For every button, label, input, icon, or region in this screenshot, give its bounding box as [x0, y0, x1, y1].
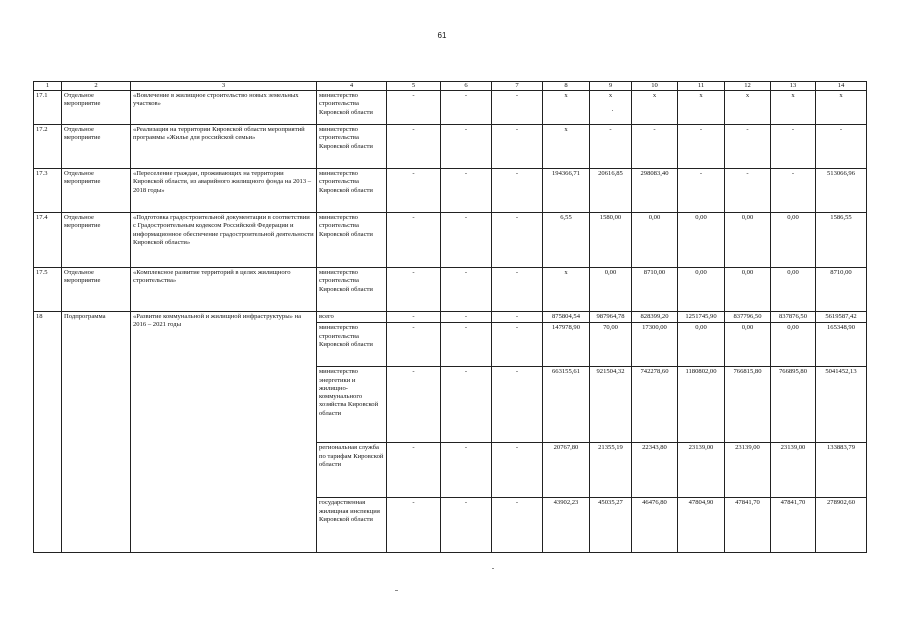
row-number: 18: [34, 312, 62, 553]
executor: государственная жилищная инспекция Кировской области: [317, 498, 387, 553]
value-cell: -: [387, 213, 441, 268]
column-header: 3: [131, 82, 317, 91]
value-cell: -: [441, 125, 492, 169]
measure-type: Отдельное мероприятие: [62, 125, 131, 169]
value-cell: -: [492, 312, 543, 323]
value-cell: -: [441, 323, 492, 367]
value-cell: 278902,60: [816, 498, 867, 553]
value-cell: 22343,80: [632, 443, 678, 498]
value-cell: -: [441, 498, 492, 553]
value-cell: -: [632, 125, 678, 169]
table-row: [34, 268, 867, 312]
column-header: 10: [632, 82, 678, 91]
executor: министерство строительства Кировской области: [317, 125, 387, 169]
value-cell: -: [387, 268, 441, 312]
executor: министерство строительства Кировской области: [317, 213, 387, 268]
value-cell: 513066,96: [816, 169, 867, 213]
table-row: [34, 91, 867, 125]
value-cell: 17300,00: [632, 323, 678, 367]
value-cell: -: [387, 443, 441, 498]
column-header: 9: [590, 82, 632, 91]
executor: министерство энергетики и жилищно-коммунального хозяйства Кировской области: [317, 367, 387, 443]
value-cell: -: [678, 169, 725, 213]
value-cell: -: [387, 91, 441, 125]
column-header: 5: [387, 82, 441, 91]
value-cell: 1180802,00: [678, 367, 725, 443]
value-cell: 0,00: [771, 213, 816, 268]
value-cell: -: [725, 169, 771, 213]
value-cell: 0,00: [771, 268, 816, 312]
measure-type: Отдельное мероприятие: [62, 91, 131, 125]
value-cell: -: [492, 268, 543, 312]
value-cell: 921504,32: [590, 367, 632, 443]
value-cell: 766815,80: [725, 367, 771, 443]
measure-name: «Переселение граждан, проживающих на территории Кировской области, из аварийного жилищного фонда на 2013 – 2018 годы»: [131, 169, 317, 213]
measure-name: «Реализация на территории Кировской области мероприятий программы «Жилье для российской семьи»: [131, 125, 317, 169]
executor: министерство строительства Кировской области: [317, 323, 387, 367]
value-cell: -: [441, 213, 492, 268]
value-cell: 47804,90: [678, 498, 725, 553]
table-row: [34, 125, 867, 169]
value-cell: 165348,90: [816, 323, 867, 367]
value-cell: 0,00: [725, 323, 771, 367]
row-number: 17.3: [34, 169, 62, 213]
value-cell: 43902,23: [543, 498, 590, 553]
measure-type: Отдельное мероприятие: [62, 268, 131, 312]
value-cell: -: [771, 125, 816, 169]
measure-type: Отдельное мероприятие: [62, 169, 131, 213]
value-cell: -: [678, 125, 725, 169]
executor: региональная служба по тарифам Кировской области: [317, 443, 387, 498]
value-cell: x: [543, 125, 590, 169]
value-cell: -: [725, 125, 771, 169]
value-cell: x: [816, 91, 867, 125]
measure-type: Подпрограмма: [62, 312, 131, 553]
value-cell: 298083,40: [632, 169, 678, 213]
value-cell: 6,55: [543, 213, 590, 268]
value-cell: -: [816, 125, 867, 169]
page-number: 61: [437, 31, 447, 40]
measure-name: «Подготовка градостроительной документации в соответствии с Градостроительным кодексом Российской Федерации и информационное обеспечение градостроительной деятельности Кировской области»: [131, 213, 317, 268]
column-header: 11: [678, 82, 725, 91]
measure-name: «Комплексное развитие территорий в целях жилищного строительства»: [131, 268, 317, 312]
value-cell: 5041452,13: [816, 367, 867, 443]
measure-type: Отдельное мероприятие: [62, 213, 131, 268]
value-cell: 70,00: [590, 323, 632, 367]
row-number: 17.5: [34, 268, 62, 312]
value-cell: 20767,80: [543, 443, 590, 498]
value-cell: -: [492, 213, 543, 268]
value-cell: 133883,79: [816, 443, 867, 498]
value-cell: -: [387, 312, 441, 323]
value-cell: -: [387, 323, 441, 367]
value-cell: -: [441, 443, 492, 498]
value-cell: 0,00: [590, 268, 632, 312]
value-cell: 20616,85: [590, 169, 632, 213]
table-row: [34, 213, 867, 268]
scan-speck: [612, 110, 613, 111]
value-cell: -: [441, 312, 492, 323]
value-cell: 1580,00: [590, 213, 632, 268]
value-cell: 663155,61: [543, 367, 590, 443]
value-cell: 1586,55: [816, 213, 867, 268]
value-cell: 828399,20: [632, 312, 678, 323]
column-header: 8: [543, 82, 590, 91]
table-row: [34, 169, 867, 213]
value-cell: x: [678, 91, 725, 125]
value-cell: -: [441, 169, 492, 213]
executor: министерство строительства Кировской области: [317, 91, 387, 125]
value-cell: 766895,80: [771, 367, 816, 443]
value-cell: -: [492, 498, 543, 553]
value-cell: x: [771, 91, 816, 125]
value-cell: 5619587,42: [816, 312, 867, 323]
value-cell: 987964,78: [590, 312, 632, 323]
value-cell: 0,00: [678, 213, 725, 268]
value-cell: -: [387, 367, 441, 443]
row-number: 17.1: [34, 91, 62, 125]
value-cell: 0,00: [771, 323, 816, 367]
scan-speck: [395, 590, 398, 591]
column-header: 6: [441, 82, 492, 91]
value-cell: -: [492, 367, 543, 443]
value-cell: -: [590, 125, 632, 169]
value-cell: 8710,00: [816, 268, 867, 312]
row-number: 17.2: [34, 125, 62, 169]
measure-name: «Вовлечение в жилищное строительство новых земельных участков»: [131, 91, 317, 125]
measure-name: «Развитие коммунальной и жилищной инфраструктуры» на 2016 – 2021 годы: [131, 312, 317, 553]
column-header: 13: [771, 82, 816, 91]
value-cell: 0,00: [678, 268, 725, 312]
value-cell: 875804,54: [543, 312, 590, 323]
column-header: 4: [317, 82, 387, 91]
value-cell: 194366,71: [543, 169, 590, 213]
value-cell: x: [543, 268, 590, 312]
value-cell: -: [492, 323, 543, 367]
subprogram-row: [34, 312, 867, 323]
value-cell: 742278,60: [632, 367, 678, 443]
value-cell: 0,00: [725, 213, 771, 268]
value-cell: 0,00: [678, 323, 725, 367]
scan-speck: [492, 568, 494, 569]
row-number: 17.4: [34, 213, 62, 268]
value-cell: x: [725, 91, 771, 125]
value-cell: x: [632, 91, 678, 125]
value-cell: 1251745,90: [678, 312, 725, 323]
executor: всего: [317, 312, 387, 323]
value-cell: 837876,50: [771, 312, 816, 323]
value-cell: 23139,00: [678, 443, 725, 498]
value-cell: -: [441, 91, 492, 125]
value-cell: -: [387, 169, 441, 213]
column-header: 7: [492, 82, 543, 91]
executor: министерство строительства Кировской области: [317, 268, 387, 312]
value-cell: 46476,80: [632, 498, 678, 553]
value-cell: x: [543, 91, 590, 125]
value-cell: 0,00: [725, 268, 771, 312]
budget-table: [33, 81, 867, 553]
value-cell: -: [441, 268, 492, 312]
value-cell: 47841,70: [771, 498, 816, 553]
column-header: 2: [62, 82, 131, 91]
value-cell: -: [492, 91, 543, 125]
column-header: 1: [34, 82, 62, 91]
value-cell: -: [492, 125, 543, 169]
value-cell: -: [492, 443, 543, 498]
value-cell: x: [590, 91, 632, 125]
column-header: 14: [816, 82, 867, 91]
value-cell: 23139,00: [771, 443, 816, 498]
executor: министерство строительства Кировской области: [317, 169, 387, 213]
value-cell: 147978,90: [543, 323, 590, 367]
value-cell: 47841,70: [725, 498, 771, 553]
value-cell: -: [387, 498, 441, 553]
value-cell: -: [387, 125, 441, 169]
value-cell: 837796,50: [725, 312, 771, 323]
header-row: [34, 82, 867, 91]
value-cell: 45035,27: [590, 498, 632, 553]
value-cell: 8710,00: [632, 268, 678, 312]
value-cell: 21355,19: [590, 443, 632, 498]
table-body: [34, 82, 867, 553]
value-cell: -: [771, 169, 816, 213]
value-cell: 0,00: [632, 213, 678, 268]
value-cell: 23139,00: [725, 443, 771, 498]
value-cell: -: [441, 367, 492, 443]
value-cell: -: [492, 169, 543, 213]
column-header: 12: [725, 82, 771, 91]
